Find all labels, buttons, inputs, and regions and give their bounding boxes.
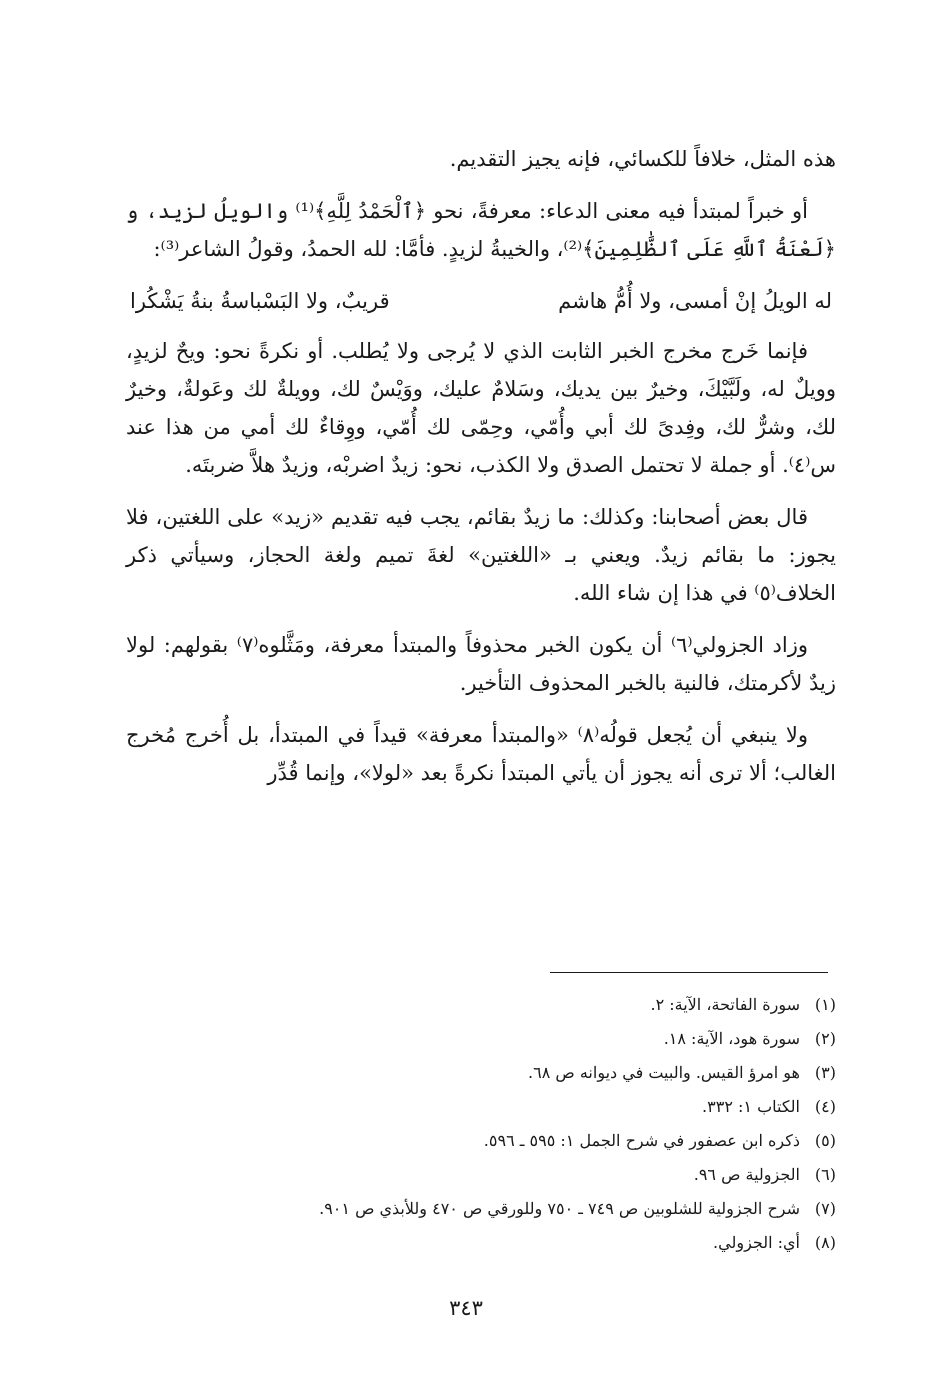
paragraph: وزاد الجزولي⁽٦⁾ أن يكون الخبر محذوفاً والمبتدأ معرفة، ومَثَّلوه⁽٧⁾ بقولهم: لولا زيدٌ لأكرمتك، فالنية بالخبر المحذوف التأخير. xyxy=(126,633,836,695)
footnote xyxy=(126,1090,836,1124)
footnote-number: (٥) xyxy=(814,1131,836,1150)
footnote xyxy=(126,1124,836,1158)
footnote-text: أي: الجزولي. xyxy=(713,1233,800,1252)
footnote-text: سورة هود، الآية: ١٨. xyxy=(663,1029,800,1048)
footnote-text: سورة الفاتحة، الآية: ٢. xyxy=(650,995,800,1014)
footnote-number: (١) xyxy=(814,995,836,1014)
footnote-divider xyxy=(550,972,828,973)
main-text xyxy=(126,140,836,806)
footnote-text: شرح الجزولية للشلوبين ص ٧٤٩ ـ ٧٥٠ وللورقي ص ٤٧٠ وللأبذي ص ٩٠١. xyxy=(319,1199,800,1218)
paragraph: قال بعض أصحابنا: وكذلك: ما زيدٌ بقائم، يجب فيه تقديم «زيد» على اللغتين، فلا يجوز: ما بقائم زيدٌ. ويعني بـ «اللغتين» لغةَ تميم ولغة الحجاز، وسيأتي ذكر الخلاف⁽٥⁾ في هذا إن شاء الله. xyxy=(126,505,836,605)
footnote-text: الجزولية ص ٩٦. xyxy=(693,1165,800,1184)
verse-hemistich-second: قريبٌ، ولا البَسْباسةُ بنةُ يَشْكُرا xyxy=(130,289,390,313)
footnote xyxy=(126,1226,836,1260)
footnote-number: (٨) xyxy=(814,1233,836,1252)
paragraph: فإنما خَرج مخرج الخبر الثابت الذي لا يُرجى ولا يُطلب. أو نكرةً نحو: ويحٌ لزيدٍ، وويلٌ له، ولَبَّيْكَ، وخيرٌ بين يديك، وسَلامٌ عليك، ووَيْسٌ لك، وويلةٌ لك وعَولةٌ، وخيرٌ لك، وشرٌّ لك، وفِدىً لك أبي وأُمّي، وحِمّى لك أُمّي، ووِقاءٌ لك أمي من هذا عند س⁽٤⁾. أو جملة لا تحتمل الصدق ولا الكذب، نحو: زيدٌ اضربْه، وزيدٌ هلاَّ ضربتَه. xyxy=(126,339,836,477)
poetry-verse xyxy=(126,282,836,320)
paragraph: هذه المثل، خلافاً للكسائي، فإنه يجيز التقديم. xyxy=(449,147,836,171)
footnote xyxy=(126,1022,836,1056)
footnote-number: (٧) xyxy=(814,1199,836,1218)
footnote-number: (٦) xyxy=(814,1165,836,1184)
footnote-text: هو امرؤ القيس. والبيت في ديوانه ص ٦٨. xyxy=(528,1063,800,1082)
footnote xyxy=(126,1056,836,1090)
paragraph: ولا ينبغي أن يُجعل قولُه⁽٨⁾ «والمبتدأ معرفة» قيداً في المبتدأ، بل أُخرج مُخرج الغالب؛ ألا ترى أنه يجوز أن يأتي المبتدأ نكرةً بعد «لولا»، وإنما قُدِّر xyxy=(126,723,836,785)
footnote xyxy=(126,1192,836,1226)
footnote xyxy=(126,1158,836,1192)
verse-hemistich-first: له الويلُ إنْ أمسى، ولا أُمُّ هاشم xyxy=(558,289,832,313)
footnote-text: الكتاب ١: ٣٣٢. xyxy=(702,1097,800,1116)
footnotes xyxy=(126,988,836,1260)
footnote-text: ذكره ابن عصفور في شرح الجمل ١: ٥٩٥ ـ ٥٩٦. xyxy=(483,1131,800,1150)
footnote xyxy=(126,988,836,1022)
page-number: ٣٤٣ xyxy=(449,1296,483,1320)
footnote-number: (٤) xyxy=(814,1097,836,1116)
footnote-number: (٣) xyxy=(814,1063,836,1082)
footnote-number: (٢) xyxy=(814,1029,836,1048)
paragraph: أو خبراً لمبتدأ فيه معنى الدعاء: معرفةً، نحو ﴿ٱلْحَمْدُ لِلَّهِ﴾⁽¹⁾ والويلُ لزيد، و ﴿لَعْنَةُ ٱللَّهِ عَلَى ٱلظَّٰلِمِينَ﴾⁽²⁾، والخيبةُ لزيدٍ. فأمَّا: لله الحمدُ، وقولُ الشاعر⁽³⁾: xyxy=(126,199,836,261)
